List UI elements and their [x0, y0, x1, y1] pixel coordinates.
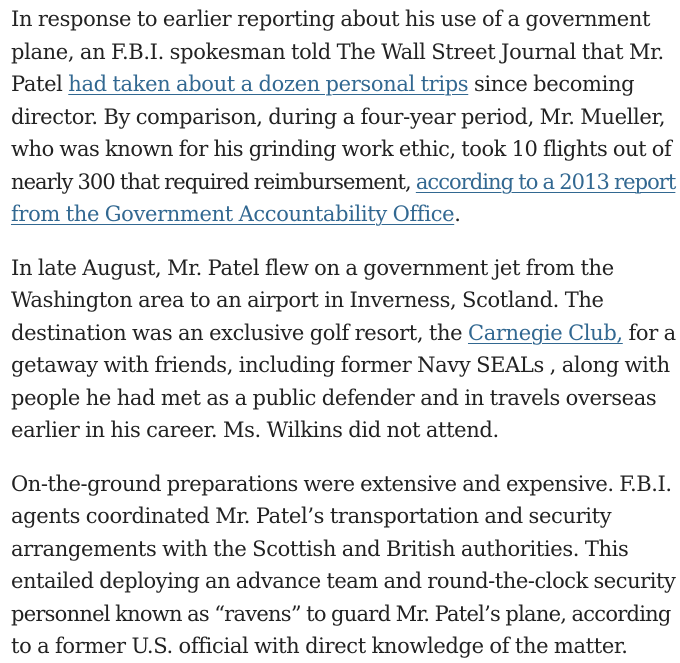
- text-segment: In response to earlier reporting about his use of a government: [11, 7, 651, 31]
- text-segment: plane, an F.B.I. spokesman told The Wall Street Journal that Mr.: [11, 39, 664, 64]
- text-line: [11, 630, 675, 663]
- text-line: [11, 68, 675, 101]
- text-segment: getaway with friends, including former Navy SEALs , along with: [11, 353, 670, 377]
- text-line: [11, 565, 675, 598]
- text-line: [11, 133, 675, 166]
- text-segment: arrangements with the Scottish and British authorities. This: [11, 536, 629, 561]
- text-line: [11, 349, 675, 382]
- text-segment: personnel known as “ravens” to guard Mr. Patel’s plane, according: [11, 601, 671, 626]
- text-line: [11, 414, 675, 447]
- inline-link[interactable]: had taken about a dozen personal trips: [68, 72, 469, 96]
- text-segment: who was known for his grinding work ethic, took 10 flights out of: [11, 137, 672, 161]
- article-paragraph: [11, 3, 675, 231]
- text-segment: to a former U.S. official with direct knowledge of the matter.: [11, 634, 628, 658]
- text-segment: In late August, Mr. Patel flew on a government jet from the: [11, 255, 614, 280]
- text-segment: people he had met as a public defender and in travels overseas: [11, 385, 657, 410]
- text-segment: agents coordinated Mr. Patel’s transportation and security: [11, 504, 612, 528]
- text-line: [11, 468, 675, 501]
- text-segment: director. By comparison, during a four-year period, Mr. Mueller,: [11, 104, 666, 129]
- text-segment: entailed deploying an advance team and round-the-clock security: [11, 569, 676, 593]
- text-segment: Washington area to an airport in Inverness, Scotland. The: [11, 288, 604, 312]
- text-line: [11, 598, 675, 631]
- article-paragraph: [11, 468, 675, 663]
- text-line: [11, 101, 675, 134]
- text-line: [11, 36, 675, 69]
- inline-link[interactable]: Carnegie Club,: [467, 320, 623, 345]
- text-line: [11, 382, 675, 415]
- text-line: [11, 252, 675, 285]
- text-segment: Patel: [11, 72, 69, 96]
- text-segment: .: [454, 202, 461, 226]
- text-line: [11, 3, 675, 36]
- text-line: [11, 284, 675, 317]
- inline-link[interactable]: from the Government Accountability Office: [11, 202, 455, 226]
- text-line: [11, 166, 675, 199]
- text-segment: for a: [622, 320, 676, 345]
- text-segment: nearly 300 that required reimbursement,: [11, 169, 416, 194]
- text-segment: since becoming: [468, 72, 635, 96]
- text-segment: earlier in his career. Ms. Wilkins did not attend.: [11, 418, 499, 442]
- text-segment: destination was an exclusive golf resort, the: [11, 320, 468, 345]
- text-line: [11, 500, 675, 533]
- article-paragraph: [11, 252, 675, 447]
- text-line: [11, 317, 675, 350]
- text-line: [11, 198, 675, 231]
- inline-link[interactable]: according to a 2013 report: [415, 169, 676, 194]
- text-segment: On-the-ground preparations were extensive and expensive. F.B.I.: [11, 471, 672, 496]
- text-line: [11, 533, 675, 566]
- article-body: [11, 3, 675, 663]
